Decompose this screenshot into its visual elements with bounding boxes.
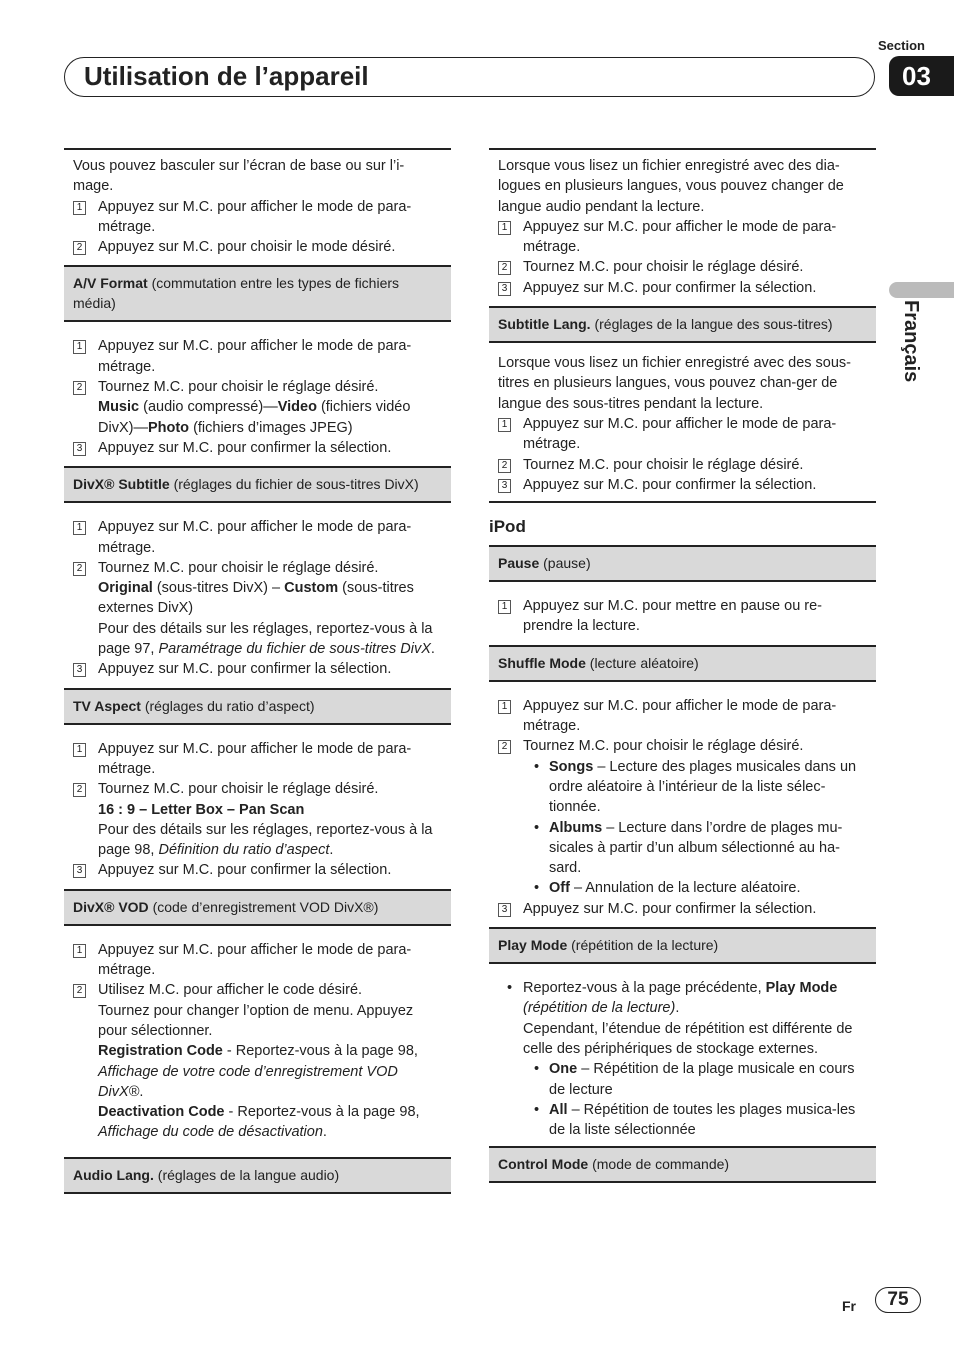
step-2: 2 Tournez M.C. pour choisir le réglage désiré.: [73, 558, 442, 578]
step-2: 2 Tournez M.C. pour choisir le réglage désiré.: [73, 377, 442, 397]
tv-aspect-header: TV Aspect (réglages du ratio d’aspect): [64, 688, 451, 725]
footer-language: Fr: [842, 1298, 856, 1314]
list-item: • Songs – Lecture des plages musicales dans un ordre aléatoire à l’intérieur de la liste sélec-tionnée.: [534, 758, 857, 816]
ipod-heading: iPod: [489, 517, 526, 537]
list-item: • All – Répétition de toutes les plages musica-les de la liste sélectionnée: [534, 1101, 856, 1139]
shuffle-mode-header: Shuffle Mode (lecture aléatoire): [489, 645, 876, 682]
step-1: 1 Appuyez sur M.C. pour afficher le mode de para-métrage.: [73, 517, 442, 558]
option-list: Music (audio compressé)—Video (fichiers vidéo DivX)—Photo (fichiers d’images JPEG): [98, 399, 411, 436]
section-number-badge: 03: [889, 56, 954, 96]
step-3: 3 Appuyez sur M.C. pour confirmer la sélection.: [73, 860, 442, 880]
page-title: Utilisation de l’appareil: [84, 61, 369, 91]
step-2: 2 Tournez M.C. pour choisir le réglage désiré.: [498, 455, 867, 475]
step-2: 2 Tournez M.C. pour choisir le réglage désiré.: [498, 257, 867, 277]
control-mode-header: Control Mode (mode de commande): [489, 1146, 876, 1183]
step-3: 3 Appuyez sur M.C. pour confirmer la sélection.: [498, 899, 867, 919]
page-number: 75: [875, 1287, 921, 1313]
audio-lang-intro: Lorsque vous lisez un fichier enregistré avec des dia-logues en plusieurs langues, vous pouvez changer de langue audio pendant la lecture.: [498, 158, 844, 215]
deactivation-code-ref: Deactivation Code - Reportez-vous à la page 98, Affichage du code de désactivation.: [98, 1104, 420, 1141]
audio-lang-header: Audio Lang. (réglages de la langue audio): [64, 1157, 451, 1194]
section-label: Section: [878, 38, 925, 53]
subtitle-lang-intro: Lorsque vous lisez un fichier enregistré avec des sous-titres en plusieurs langues, vous pouvez chan-ger de langue des sous-titres pendant la lecture.: [498, 355, 852, 412]
step-2: 2 Appuyez sur M.C. pour choisir le mode désiré.: [73, 237, 442, 257]
step-1: 1 Appuyez sur M.C. pour afficher le mode de para-métrage.: [498, 414, 867, 455]
step-2: 2 Tournez M.C. pour choisir le réglage désiré.: [498, 736, 867, 756]
language-tab: [889, 282, 954, 298]
step-1: 1 Appuyez sur M.C. pour afficher le mode de para-métrage.: [498, 217, 867, 258]
list-item: • Albums – Lecture dans l’ordre de plages mu-sicales à partir d’un album sélectionné au ha-sard.: [534, 819, 843, 877]
option-list: Original (sous-titres DivX) – Custom (sous-titres externes DivX): [98, 580, 414, 617]
subtitle-lang-header: Subtitle Lang. (réglages de la langue des sous-titres): [489, 306, 876, 343]
step-2: 2 Tournez M.C. pour choisir le réglage désiré.: [73, 779, 442, 799]
step-3: 3 Appuyez sur M.C. pour confirmer la sélection.: [498, 278, 867, 298]
step-1: 1 Appuyez sur M.C. pour afficher le mode de para-métrage.: [73, 197, 442, 238]
pause-header: Pause (pause): [489, 545, 876, 582]
reference-text: Pour des détails sur les réglages, reportez-vous à la page 98, Définition du ratio d’aspect.: [98, 821, 433, 859]
reference-text: Pour des détails sur les réglages, reportez-vous à la page 97, Paramétrage du fichier de sous-titres DivX.: [98, 620, 435, 658]
step-1: 1 Appuyez sur M.C. pour afficher le mode de para-métrage.: [73, 739, 442, 780]
right-column: [489, 148, 876, 1183]
left-column: [64, 148, 451, 1194]
list-item: • Off – Annulation de la lecture aléatoire.: [534, 880, 801, 897]
option-list: 16 : 9 – Letter Box – Pan Scan: [98, 801, 305, 818]
registration-code-ref: Registration Code - Reportez-vous à la page 98, Affichage de votre code d’enregistrement VOD DivX®.: [98, 1043, 418, 1100]
step-1: 1 Appuyez sur M.C. pour mettre en pause ou re-prendre la lecture.: [498, 596, 867, 637]
play-mode-header: Play Mode (répétition de la lecture): [489, 927, 876, 964]
note-text: Cependant, l’étendue de répétition est différente de celle des périphériques de stockage externes.: [523, 1020, 853, 1057]
step-3: 3 Appuyez sur M.C. pour confirmer la sélection.: [498, 475, 867, 495]
step-3: 3 Appuyez sur M.C. pour confirmer la sélection.: [73, 659, 442, 679]
step-1: 1 Appuyez sur M.C. pour afficher le mode de para-métrage.: [498, 696, 867, 737]
divx-vod-header: DivX® VOD (code d’enregistrement VOD DivX®): [64, 889, 451, 926]
divx-subtitle-header: DivX® Subtitle (réglages du fichier de sous-titres DivX): [64, 466, 451, 503]
language-label: Français: [900, 300, 922, 383]
list-item: • Reportez-vous à la page précédente, Play Mode (répétition de la lecture).: [507, 980, 838, 1017]
step-1: 1 Appuyez sur M.C. pour afficher le mode de para-métrage.: [73, 940, 442, 981]
step-3: 3 Appuyez sur M.C. pour confirmer la sélection.: [73, 438, 442, 458]
instruction-text: Tournez pour changer l’option de menu. Appuyez pour sélectionner.: [98, 1002, 414, 1039]
intro-text: Vous pouvez basculer sur l’écran de base ou sur l’i-mage.: [73, 158, 405, 195]
av-format-header: A/V Format (commutation entre les types de fichiers média): [64, 265, 451, 322]
step-1: 1 Appuyez sur M.C. pour afficher le mode de para-métrage.: [73, 336, 442, 377]
step-2: 2 Utilisez M.C. pour afficher le code désiré.: [73, 980, 442, 1000]
list-item: • One – Répétition de la plage musicale en cours de lecture: [534, 1061, 855, 1098]
